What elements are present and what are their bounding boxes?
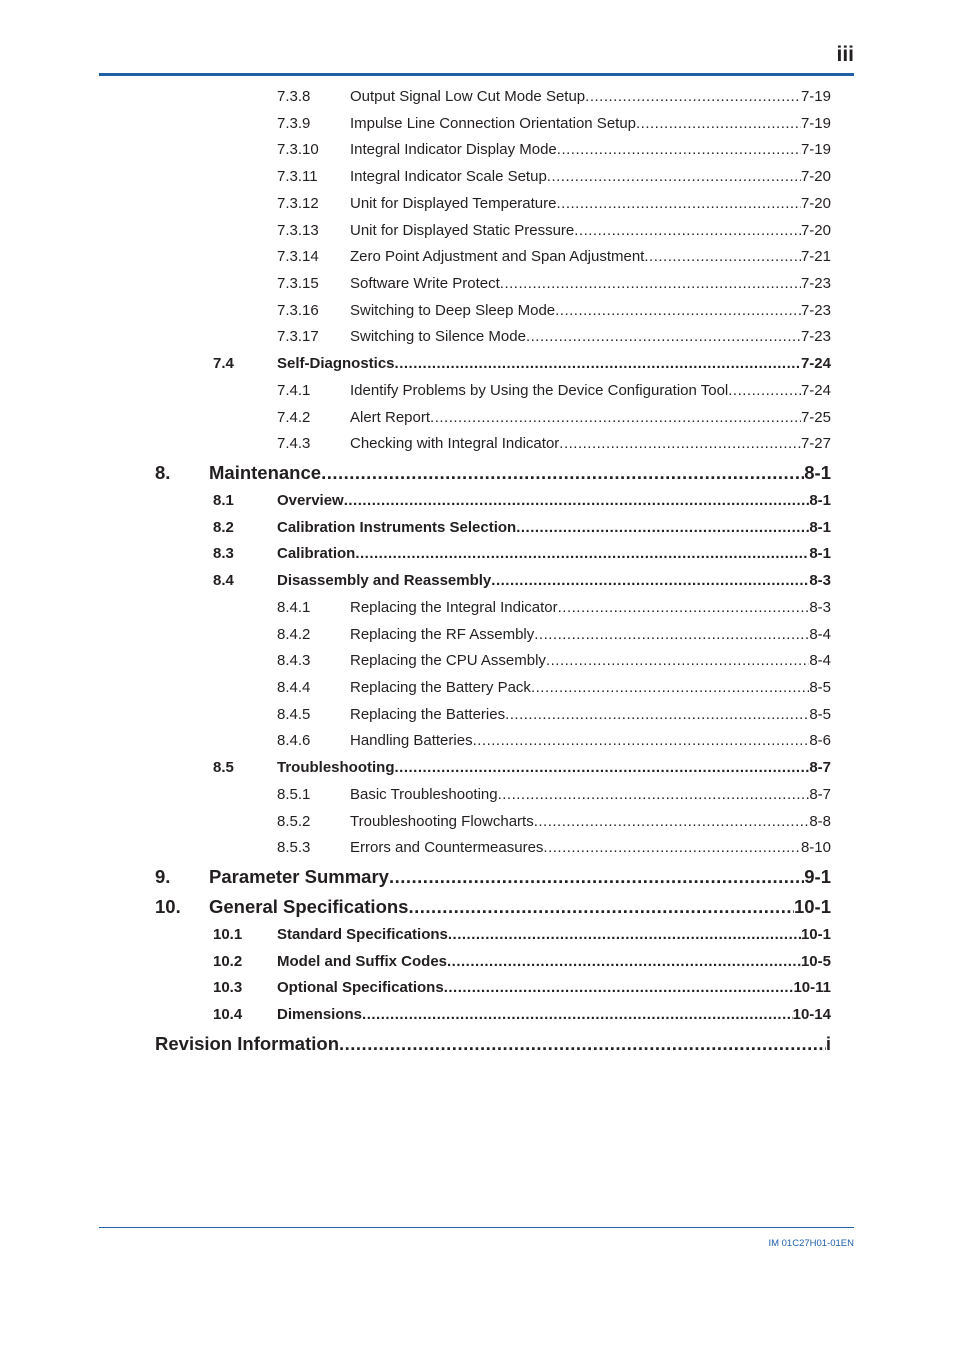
toc-entry-title-line	[350, 168, 831, 185]
toc-entry-number: 7.3.15	[277, 275, 319, 292]
toc-entry-title: Unit for Displayed Static Pressure	[350, 222, 575, 239]
toc-entry[interactable]	[0, 759, 954, 779]
toc-entry[interactable]	[0, 115, 954, 135]
toc-entry[interactable]	[0, 302, 954, 322]
toc-entry-title: Self-Diagnostics	[277, 355, 395, 372]
toc-entry-title-line	[277, 572, 831, 589]
toc-entry-title: Parameter Summary	[209, 866, 389, 887]
toc-entry-title: Model and Suffix Codes	[277, 953, 448, 970]
toc-entry[interactable]	[0, 409, 954, 429]
toc-entry[interactable]	[0, 168, 954, 188]
toc-entry-page: 9-1	[804, 866, 831, 887]
toc-entry[interactable]	[0, 328, 954, 348]
toc-entry-number: 8.4.6	[277, 732, 311, 749]
toc-entry-title-line	[350, 275, 831, 292]
toc-entry[interactable]	[0, 248, 954, 268]
toc-entry-number: 7.3.9	[277, 115, 311, 132]
toc-entry-title: General Specifications	[209, 896, 409, 917]
toc-entry[interactable]	[0, 1033, 954, 1057]
toc-entry-title-line	[209, 462, 831, 484]
toc-entry-title: Calibration	[277, 545, 356, 562]
toc-entry-page: 7-19	[800, 88, 831, 105]
toc-entry-page: 10-11	[793, 979, 831, 996]
dot-leader	[556, 195, 800, 212]
toc-entry-title-line	[209, 866, 831, 888]
toc-entry-title-line	[350, 732, 831, 749]
toc-entry-page: 10-1	[793, 896, 831, 917]
toc-entry-title-line	[350, 248, 831, 265]
toc-entry-title: Troubleshooting	[277, 759, 395, 776]
dot-leader	[505, 706, 809, 723]
toc-entry-page: 7-19	[800, 115, 831, 132]
dot-leader	[321, 462, 804, 484]
toc-entry-title: Zero Point Adjustment and Span Adjustment	[350, 248, 645, 265]
dot-leader	[531, 679, 809, 696]
toc-entry[interactable]	[0, 382, 954, 402]
toc-entry-title-line	[277, 979, 831, 996]
toc-entry-title: Alert Report	[350, 409, 431, 426]
dot-leader	[408, 896, 794, 918]
toc-entry[interactable]	[0, 141, 954, 161]
toc-entry-number: 7.3.8	[277, 88, 311, 105]
toc-entry-number: 7.3.14	[277, 248, 319, 265]
toc-entry[interactable]	[0, 462, 954, 486]
toc-entry-title-line	[277, 492, 831, 509]
toc-entry-number: 8.2	[213, 519, 234, 536]
dot-leader	[516, 519, 809, 536]
toc-entry-page: 8-4	[809, 626, 831, 643]
dot-leader	[500, 275, 801, 292]
toc-entry-title: Replacing the RF Assembly	[350, 626, 535, 643]
footer-rule	[99, 1227, 854, 1228]
toc-entry[interactable]	[0, 679, 954, 699]
toc-entry-title-line	[155, 1033, 831, 1055]
toc-entry[interactable]	[0, 222, 954, 242]
toc-entry-number: 7.3.12	[277, 195, 319, 212]
dot-leader	[546, 652, 809, 669]
toc-entry[interactable]	[0, 866, 954, 890]
toc-entry-page: 10-5	[800, 953, 831, 970]
toc-entry-title-line	[350, 839, 831, 856]
toc-entry-number: 8.4	[213, 572, 234, 589]
dot-leader	[574, 222, 801, 239]
toc-entry-page: 7-23	[800, 302, 831, 319]
toc-entry-title: Handling Batteries	[350, 732, 473, 749]
toc-entry-title: Switching to Silence Mode	[350, 328, 526, 345]
dot-leader	[447, 953, 801, 970]
dot-leader	[534, 813, 810, 830]
toc-entry-page: 10-14	[792, 1006, 831, 1023]
page-number: iii	[836, 43, 854, 66]
toc-entry-number: 10.4	[213, 1006, 243, 1023]
toc-entry-page: 8-6	[809, 732, 831, 749]
toc-entry-page: 8-10	[800, 839, 831, 856]
toc-entry-page: 8-5	[809, 679, 831, 696]
toc-entry-title: Disassembly and Reassembly	[277, 572, 492, 589]
toc-entry-page: 7-24	[800, 382, 831, 399]
toc-entry-title-line	[350, 679, 831, 696]
toc-entry-title: Maintenance	[209, 462, 322, 483]
header-rule	[99, 73, 854, 76]
toc-entry-page: 7-19	[800, 141, 831, 158]
toc-entry-page: 8-1	[804, 462, 831, 483]
toc-entry-title-line	[350, 626, 831, 643]
toc-entry-title: Calibration Instruments Selection	[277, 519, 517, 536]
toc-entry-page: 8-1	[809, 545, 831, 562]
toc-entry-title-line	[277, 545, 831, 562]
dot-leader	[362, 1006, 793, 1023]
toc-entry-page: 8-3	[809, 599, 831, 616]
toc-entry-title: Output Signal Low Cut Mode Setup	[350, 88, 586, 105]
toc-entry-number: 8.5.1	[277, 786, 311, 803]
toc-entry-title: Checking with Integral Indicator	[350, 435, 560, 452]
toc-entry[interactable]	[0, 706, 954, 726]
dot-leader	[557, 141, 801, 158]
toc-entry[interactable]	[0, 572, 954, 592]
toc-entry-number: 9.	[155, 866, 171, 887]
toc-entry-title: Basic Troubleshooting	[350, 786, 498, 803]
dot-leader	[543, 839, 801, 856]
toc-entry-title-line	[350, 195, 831, 212]
toc-entry-title-line	[350, 88, 831, 105]
dot-leader	[498, 786, 810, 803]
toc-entry-number: 10.	[155, 896, 181, 917]
toc-entry[interactable]	[0, 786, 954, 806]
toc-entry-title-line	[350, 382, 831, 399]
toc-entry-page: 7-21	[800, 248, 831, 265]
toc-entry-title: Troubleshooting Flowcharts	[350, 813, 534, 830]
toc-entry-page: 8-5	[809, 706, 831, 723]
toc-entry-page: 7-20	[800, 168, 831, 185]
dot-leader	[558, 599, 810, 616]
toc-entry-page: 7-27	[800, 435, 831, 452]
toc-entry-page: 7-23	[800, 275, 831, 292]
toc-entry-number: 7.3.13	[277, 222, 319, 239]
toc-entry-number: 10.2	[213, 953, 243, 970]
toc-entry-title: Replacing the Battery Pack	[350, 679, 531, 696]
toc-entry[interactable]	[0, 435, 954, 455]
toc-entry[interactable]	[0, 492, 954, 512]
toc-entry-page: i	[825, 1033, 831, 1054]
toc-entry-number: 7.3.17	[277, 328, 319, 345]
toc-entry[interactable]	[0, 979, 954, 999]
toc-entry-page: 7-20	[800, 195, 831, 212]
toc-entry-title: Replacing the Integral Indicator	[350, 599, 558, 616]
toc-entry-number: 8.5.2	[277, 813, 311, 830]
dot-leader	[534, 626, 809, 643]
toc-entry-number: 7.3.11	[277, 168, 318, 185]
toc-entry-number: 8.4.1	[277, 599, 311, 616]
toc-entry-title: Overview	[277, 492, 344, 509]
toc-entry-page: 8-4	[809, 652, 831, 669]
toc-entry-title-line	[350, 328, 831, 345]
toc-entry-number: 8.4.2	[277, 626, 311, 643]
toc-entry-title: Impulse Line Connection Orientation Setup	[350, 115, 637, 132]
dot-leader	[395, 355, 801, 372]
toc-entry-page: 8-7	[809, 759, 831, 776]
toc-entry-title-line	[350, 599, 831, 616]
dot-leader	[491, 572, 809, 589]
dot-leader	[559, 435, 801, 452]
toc-entry-number: 8.5	[213, 759, 234, 776]
toc-entry[interactable]	[0, 652, 954, 672]
toc-entry-number: 7.4.1	[277, 382, 311, 399]
toc-entry-number: 7.4.3	[277, 435, 311, 452]
toc-entry[interactable]	[0, 545, 954, 565]
toc-entry[interactable]	[0, 626, 954, 646]
toc-entry-page: 8-1	[809, 519, 831, 536]
toc-entry-page: 7-20	[800, 222, 831, 239]
toc-entry-title: Switching to Deep Sleep Mode	[350, 302, 556, 319]
toc-entry-page: 10-1	[800, 926, 831, 943]
toc-entry-title: Standard Specifications	[277, 926, 448, 943]
document-id: IM 01C27H01-01EN	[768, 1238, 854, 1249]
toc-entry[interactable]	[0, 275, 954, 295]
dot-leader	[430, 409, 801, 426]
toc-entry-title: Replacing the CPU Assembly	[350, 652, 546, 669]
toc-entry-title: Identify Problems by Using the Device Configuration Tool	[350, 382, 729, 399]
dot-leader	[728, 382, 801, 399]
dot-leader	[448, 926, 801, 943]
toc-entry-number: 8.1	[213, 492, 234, 509]
dot-leader	[355, 545, 809, 562]
toc-entry-title-line	[350, 435, 831, 452]
toc-entry-title-line	[350, 222, 831, 239]
toc-entry[interactable]	[0, 599, 954, 619]
dot-leader	[339, 1033, 826, 1055]
dot-leader	[526, 328, 801, 345]
toc-entry-number: 8.4.3	[277, 652, 311, 669]
toc-entry-number: 8.4.5	[277, 706, 311, 723]
toc-entry-title-line	[350, 302, 831, 319]
toc-entry-title-line	[350, 813, 831, 830]
dot-leader	[444, 979, 794, 996]
dot-leader	[555, 302, 801, 319]
toc-entry-title-line	[277, 759, 831, 776]
dot-leader	[585, 88, 801, 105]
toc-entry[interactable]	[0, 355, 954, 375]
toc-entry[interactable]	[0, 839, 954, 859]
toc-entry-page: 8-8	[809, 813, 831, 830]
toc-entry[interactable]	[0, 1006, 954, 1026]
toc-entry[interactable]	[0, 732, 954, 752]
toc-entry[interactable]	[0, 926, 954, 946]
toc-entry[interactable]	[0, 519, 954, 539]
toc-entry-number: 8.3	[213, 545, 234, 562]
toc-entry[interactable]	[0, 88, 954, 108]
toc-entry-page: 8-7	[809, 786, 831, 803]
dot-leader	[644, 248, 801, 265]
toc-entry-title-line	[277, 953, 831, 970]
toc-entry-title-line	[277, 355, 831, 372]
toc-entry-title-line	[350, 706, 831, 723]
toc-entry-title: Software Write Protect	[350, 275, 500, 292]
toc-entry-title: Unit for Displayed Temperature	[350, 195, 557, 212]
toc-entry[interactable]	[0, 195, 954, 215]
toc-entry-title: Replacing the Batteries	[350, 706, 506, 723]
toc-entry-title: Integral Indicator Display Mode	[350, 141, 557, 158]
toc-entry[interactable]	[0, 813, 954, 833]
toc-entry-page: 8-1	[809, 492, 831, 509]
toc-entry-title: Optional Specifications	[277, 979, 444, 996]
toc-entry-title-line	[277, 926, 831, 943]
toc-entry-number: 8.5.3	[277, 839, 311, 856]
toc-entry-number: 7.4	[213, 355, 234, 372]
toc-entry-title-line	[350, 141, 831, 158]
dot-leader	[395, 759, 810, 776]
toc-entry-title-line	[350, 786, 831, 803]
toc-entry-page: 7-23	[800, 328, 831, 345]
toc-entry-title-line	[350, 409, 831, 426]
toc-entry-number: 7.3.16	[277, 302, 319, 319]
toc-entry-title: Integral Indicator Scale Setup	[350, 168, 547, 185]
toc-entry-number: 7.3.10	[277, 141, 319, 158]
toc-entry-title-line	[277, 1006, 831, 1023]
toc-entry[interactable]	[0, 896, 954, 920]
toc-entry-page: 7-25	[800, 409, 831, 426]
dot-leader	[547, 168, 801, 185]
toc-entry-title: Errors and Countermeasures	[350, 839, 544, 856]
toc-entry-title-line	[350, 115, 831, 132]
toc-entry[interactable]	[0, 953, 954, 973]
dot-leader	[473, 732, 810, 749]
toc-entry-number: 10.3	[213, 979, 243, 996]
toc-entry-number: 8.	[155, 462, 171, 483]
toc-entry-number: 8.4.4	[277, 679, 311, 696]
toc-entry-title: Revision Information	[155, 1033, 339, 1054]
dot-leader	[389, 866, 804, 888]
toc-entry-title-line	[350, 652, 831, 669]
dot-leader	[344, 492, 810, 509]
toc-entry-page: 8-3	[809, 572, 831, 589]
toc-entry-title: Dimensions	[277, 1006, 363, 1023]
toc-entry-page: 7-24	[800, 355, 831, 372]
toc-entry-title-line	[277, 519, 831, 536]
toc-entry-title-line	[209, 896, 831, 918]
dot-leader	[636, 115, 801, 132]
toc-entry-number: 10.1	[213, 926, 243, 943]
toc-entry-number: 7.4.2	[277, 409, 311, 426]
